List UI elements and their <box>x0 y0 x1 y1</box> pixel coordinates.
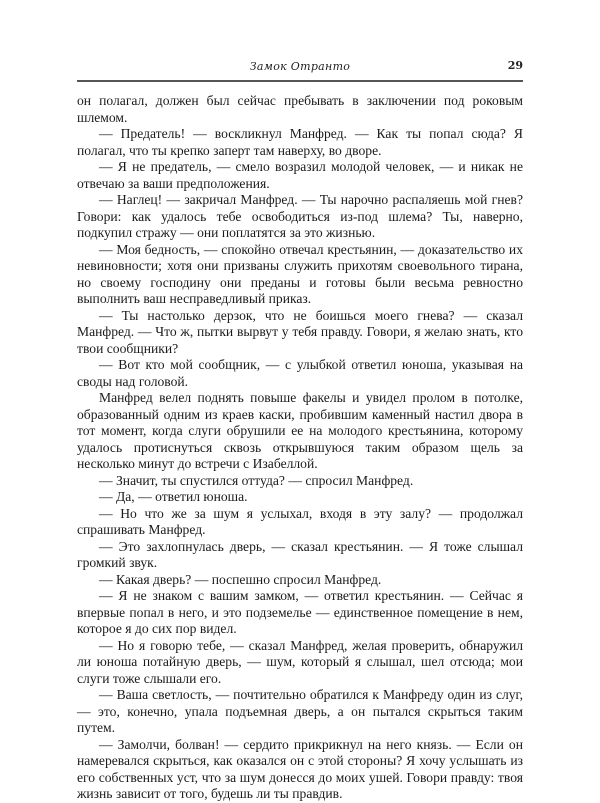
running-title: Замок Отранто <box>249 60 351 73</box>
paragraph: он полагал, должен был сейчас пребывать в заключении под роковым шлемом. <box>77 93 523 125</box>
page-number: 29 <box>507 59 523 72</box>
paragraph: — Предатель! — воскликнул Манфред. — Как ты попал сюда? Я полагал, что ты крепко заперт там наверху, во дворе. <box>77 126 523 158</box>
paragraph: — Ты настолько дерзок, что не боишься моего гнева? — сказал Манфред. — Что ж, пытки вырвут у тебя правду. Говори, я желаю знать, кто твои сообщники? <box>77 307 523 356</box>
paragraph: — Ваша светлость, — почтительно обратился к Манфреду один из слуг, — это, конечно, упала подъемная дверь, а он пытался скрыться таким путем. <box>77 687 523 735</box>
paragraph: — Какая дверь? — поспешно спросил Манфред. <box>99 571 382 587</box>
paragraph: — Замолчи, болван! — сердито прикрикнул на него князь. — Если он намеревался скрыться, как оказался он с этой стороны? Я хочу услышать из его собственных уст, что за шум донесся до моих ушей. Говори правду: твоя жизнь зависит от того, будешь ли ты правдив. <box>77 736 523 801</box>
paragraph: — Моя бедность, — спокойно отвечал крестьянин, — доказательство их невиновности; хотя они призваны служить прихотям своевольного тирана, но своему господину они преданы и готовы были весьма ревностно выполнить ваш несправедливый приказ. <box>77 241 523 306</box>
running-header <box>77 60 523 76</box>
paragraph: — Это захлопнулась дверь, — сказал крестьянин. — Я тоже слышал громкий звук. <box>77 538 523 570</box>
paragraph: — Наглец! — закричал Манфред. — Ты нарочно распаляешь мой гнев? Говори: как удалось тебе освободиться из-под шлема? Ты, наверно, подкупил стражу — они поплатятся за это жизнью. <box>77 192 523 240</box>
header-rule <box>77 80 523 82</box>
paragraph: — Вот кто мой сообщник, — с улыбкой ответил юноша, указывая на своды над головой. <box>77 357 523 389</box>
paragraph: Манфред велел поднять повыше факелы и увидел пролом в потолке, образованный одним из краев каски, пробившим каменный настил двора в тот момент, когда слуги обрушили ее на молодого крестьянина, которому удалось протиснуться сквозь открывшуюся таким образом щель за несколько минут до встречи с Изабеллой. <box>77 390 523 471</box>
paragraph: — Но что же за шум я услыхал, входя в эту залу? — продолжал спрашивать Манфред. <box>77 505 523 537</box>
paragraph: — Значит, ты спустился оттуда? — спросил Манфред. <box>99 472 414 488</box>
paragraph: — Я не предатель, — смело возразил молодой человек, — и никак не отвечаю за ваши предположения. <box>77 159 523 191</box>
paragraph: — Я не знаком с вашим замком, — ответил крестьянин. — Сейчас я впервые попал в него, и это подземелье — единственное помещение в нем, которое я до сих пор видел. <box>77 588 523 636</box>
paragraph: — Да, — ответил юноша. <box>99 489 248 504</box>
body-text <box>77 93 523 803</box>
paragraph: — Но я говорю тебе, — сказал Манфред, желая проверить, обнаружил ли юноша потайную дверь, — шум, который я слышал, шел отсюда; мои слуги тоже слышали его. <box>77 637 523 686</box>
